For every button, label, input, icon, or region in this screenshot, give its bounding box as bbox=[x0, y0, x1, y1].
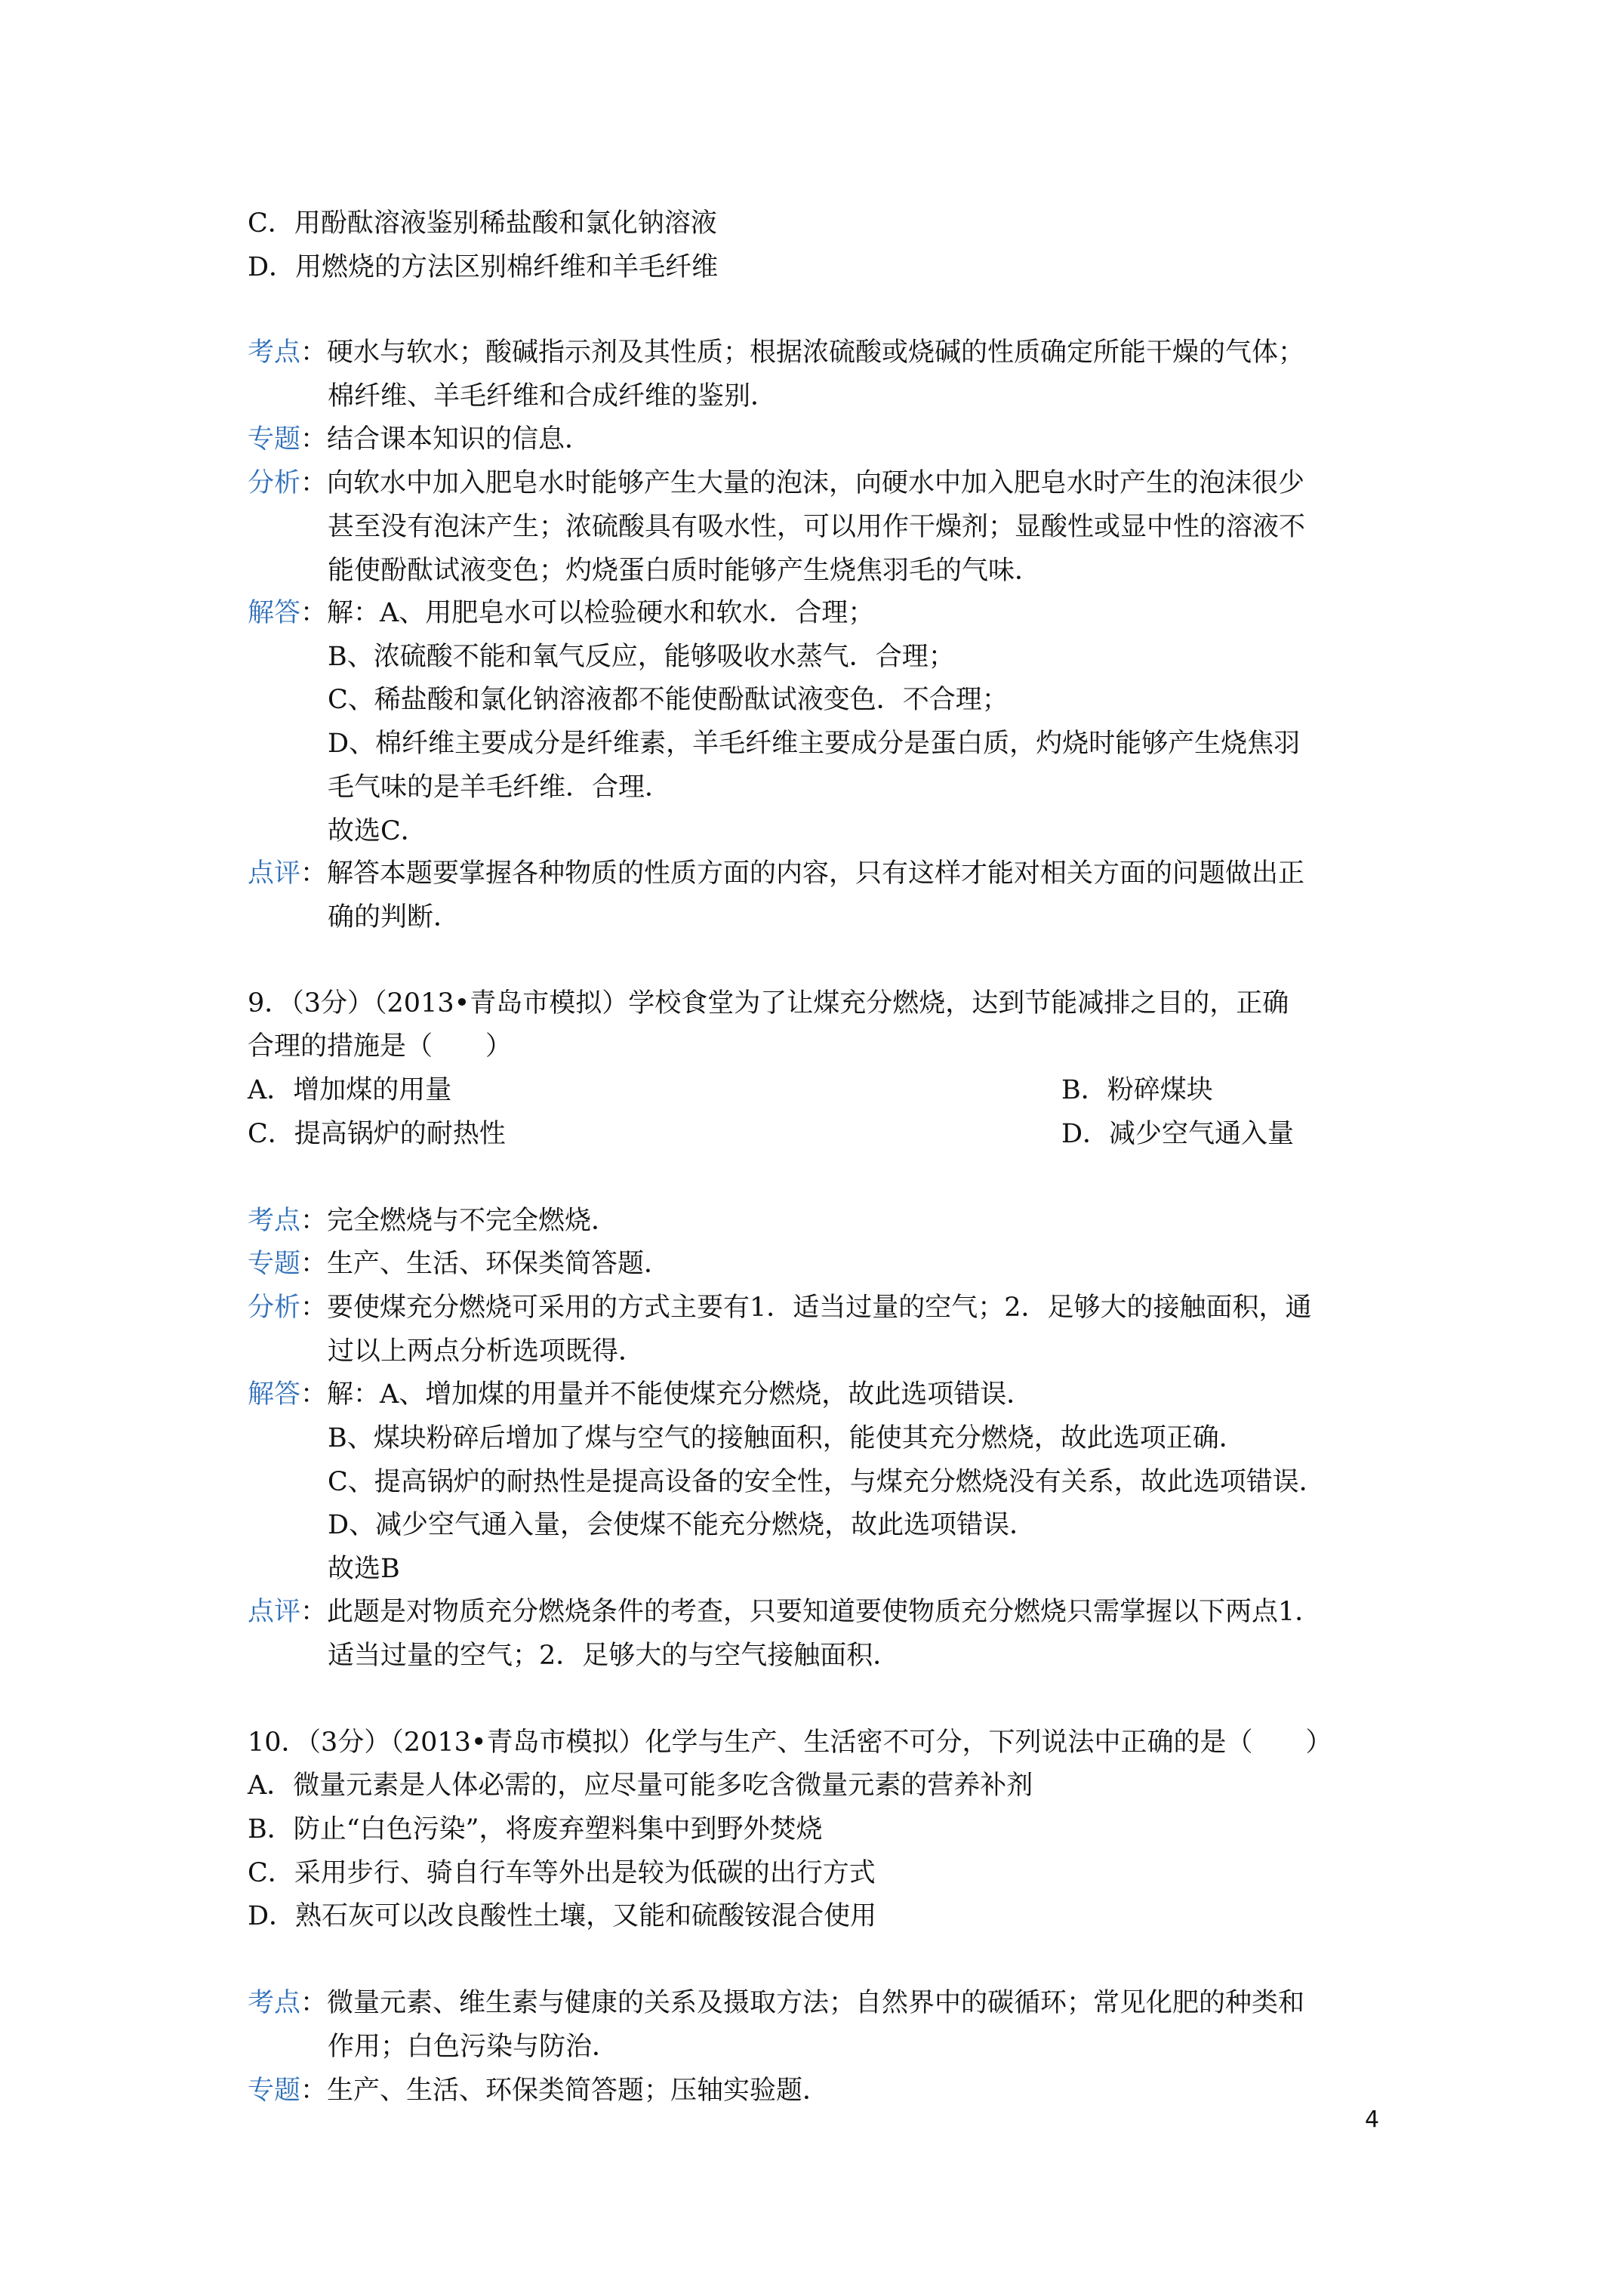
kaodian-label: 考点 bbox=[248, 1206, 301, 1236]
q10-kaodian-cont: 作用；白色污染与防治． bbox=[328, 2032, 619, 2062]
q9-option-d: D．减少空气通入量 bbox=[1061, 1119, 1295, 1149]
page-number: 4 bbox=[1365, 2106, 1380, 2133]
q9-kaodian bbox=[248, 1199, 617, 1243]
q9-option-c: C．提高锅炉的耐热性 bbox=[248, 1119, 506, 1149]
q8-jieda-b: B、浓硫酸不能和氧气反应，能够吸收水蒸气．合理； bbox=[328, 642, 955, 672]
q8-jieda-d: D、棉纤维主要成分是纤维素，羊毛纤维主要成分是蛋白质，灼烧时能够产生烧焦羽 bbox=[328, 729, 1301, 759]
q8-dianping bbox=[248, 852, 1304, 895]
q8-option-c: C．用酚酞溶液鉴别稀盐酸和氯化钠溶液 bbox=[248, 208, 717, 239]
q9-options-row2 bbox=[248, 1112, 1295, 1156]
fenxi-text: ：向软水中加入肥皂水时能够产生大量的泡沫，向硬水中加入肥皂水时产生的泡沫很少 bbox=[300, 468, 1305, 498]
q8-dianping-cont: 确的判断． bbox=[328, 902, 460, 932]
q9-jieda-b: B、煤块粉碎后增加了煤与空气的接触面积，能使其充分燃烧，故此选项正确． bbox=[328, 1423, 1246, 1453]
dianping-label: 点评 bbox=[248, 858, 301, 889]
q8-jieda bbox=[248, 591, 874, 635]
q10-option-b: B．防止“白色污染”，将废弃塑料集中到野外焚烧 bbox=[248, 1814, 823, 1845]
dianping-text: ：此题是对物质充分燃烧条件的考查，只要知道要使物质充分燃烧只需掌握以下两点1． bbox=[300, 1597, 1322, 1627]
dianping-text: ：解答本题要掌握各种物质的性质方面的内容，只有这样才能对相关方面的问题做出正 bbox=[300, 858, 1305, 889]
q8-zhuanti bbox=[248, 418, 591, 461]
fenxi-label: 分析 bbox=[248, 1293, 301, 1323]
jieda-label: 解答 bbox=[248, 598, 301, 628]
q9-jieda-end: 故选B bbox=[328, 1554, 400, 1584]
q9-option-b: B．粉碎煤块 bbox=[1061, 1075, 1213, 1105]
q9-zhuanti bbox=[248, 1242, 670, 1286]
q10-kaodian bbox=[248, 1981, 1304, 2025]
q9-jieda-c: C、提高锅炉的耐热性是提高设备的安全性，与煤充分燃烧没有关系，故此选项错误． bbox=[328, 1467, 1326, 1497]
q10-option-c: C．采用步行、骑自行车等外出是较为低碳的出行方式 bbox=[248, 1858, 876, 1888]
jieda-text: ：解：A、增加煤的用量并不能使煤充分燃烧，故此选项错误． bbox=[300, 1379, 1033, 1410]
zhuanti-text: ：生产、生活、环保类简答题． bbox=[300, 1249, 671, 1279]
q10-stem: 10．（3分）（2013•青岛市模拟）化学与生产、生活密不可分，下列说法中正确的是（ ） bbox=[248, 1727, 1332, 1758]
kaodian-text: ：硬水与软水；酸碱指示剂及其性质；根据浓硫酸或烧碱的性质确定所能干燥的气体； bbox=[300, 337, 1305, 368]
fenxi-text: ：要使煤充分燃烧可采用的方式主要有1．适当过量的空气；2．足够大的接触面积，通 bbox=[300, 1293, 1312, 1323]
dianping-label: 点评 bbox=[248, 1597, 301, 1627]
q9-jieda bbox=[248, 1373, 1033, 1416]
kaodian-text: ：微量元素、维生素与健康的关系及摄取方法；自然界中的碳循环；常见化肥的种类和 bbox=[300, 1988, 1305, 2018]
zhuanti-text: ：生产、生活、环保类简答题；压轴实验题． bbox=[300, 2076, 830, 2106]
q9-jieda-d: D、减少空气通入量，会使煤不能充分燃烧，故此选项错误． bbox=[328, 1510, 1036, 1540]
fenxi-label: 分析 bbox=[248, 468, 301, 498]
kaodian-label: 考点 bbox=[248, 1988, 301, 2018]
q8-fenxi bbox=[248, 461, 1304, 505]
q9-dianping-cont: 适当过量的空气；2．足够大的与空气接触面积． bbox=[328, 1641, 900, 1671]
q9-fenxi bbox=[248, 1286, 1312, 1330]
q8-option-d: D．用燃烧的方法区别棉纤维和羊毛纤维 bbox=[248, 252, 719, 282]
q9-fenxi-cont: 过以上两点分析选项既得． bbox=[328, 1336, 645, 1367]
zhuanti-label: 专题 bbox=[248, 1249, 301, 1279]
q9-option-a: A．增加煤的用量 bbox=[248, 1075, 452, 1105]
q9-stem-cont: 合理的措施是（ ） bbox=[248, 1031, 513, 1062]
zhuanti-text: ：结合课本知识的信息． bbox=[300, 424, 592, 455]
q9-options-row1 bbox=[248, 1068, 1213, 1112]
q8-jieda-c: C、稀盐酸和氯化钠溶液都不能使酚酞试液变色．不合理； bbox=[328, 685, 1009, 715]
zhuanti-label: 专题 bbox=[248, 2076, 301, 2106]
q8-fenxi-cont2: 能使酚酞试液变色；灼烧蛋白质时能够产生烧焦羽毛的气味． bbox=[328, 556, 1042, 586]
q8-kaodian-cont: 棉纤维、羊毛纤维和合成纤维的鉴别． bbox=[328, 381, 778, 411]
q10-option-d: D．熟石灰可以改良酸性土壤，又能和硫酸铵混合使用 bbox=[248, 1901, 877, 1931]
q9-stem: 9．（3分）（2013•青岛市模拟）学校食堂为了让煤充分燃烧，达到节能减排之目的，正确 bbox=[248, 988, 1289, 1019]
q8-fenxi-cont: 甚至没有泡沫产生；浓硫酸具有吸水性，可以用作干燥剂；显酸性或显中性的溶液不 bbox=[328, 512, 1306, 542]
q8-jieda-end: 故选C． bbox=[328, 816, 427, 846]
jieda-text: ：解：A、用肥皂水可以检验硬水和软水．合理； bbox=[300, 598, 875, 628]
kaodian-label: 考点 bbox=[248, 337, 301, 368]
q10-option-a: A．微量元素是人体必需的，应尽量可能多吃含微量元素的营养补剂 bbox=[248, 1771, 1033, 1801]
q10-zhuanti bbox=[248, 2069, 829, 2113]
q9-dianping bbox=[248, 1590, 1321, 1634]
zhuanti-label: 专题 bbox=[248, 424, 301, 455]
q8-kaodian bbox=[248, 331, 1304, 374]
jieda-label: 解答 bbox=[248, 1379, 301, 1410]
kaodian-text: ：完全燃烧与不完全燃烧． bbox=[300, 1206, 618, 1236]
q8-jieda-d-cont: 毛气味的是羊毛纤维．合理． bbox=[328, 772, 672, 803]
